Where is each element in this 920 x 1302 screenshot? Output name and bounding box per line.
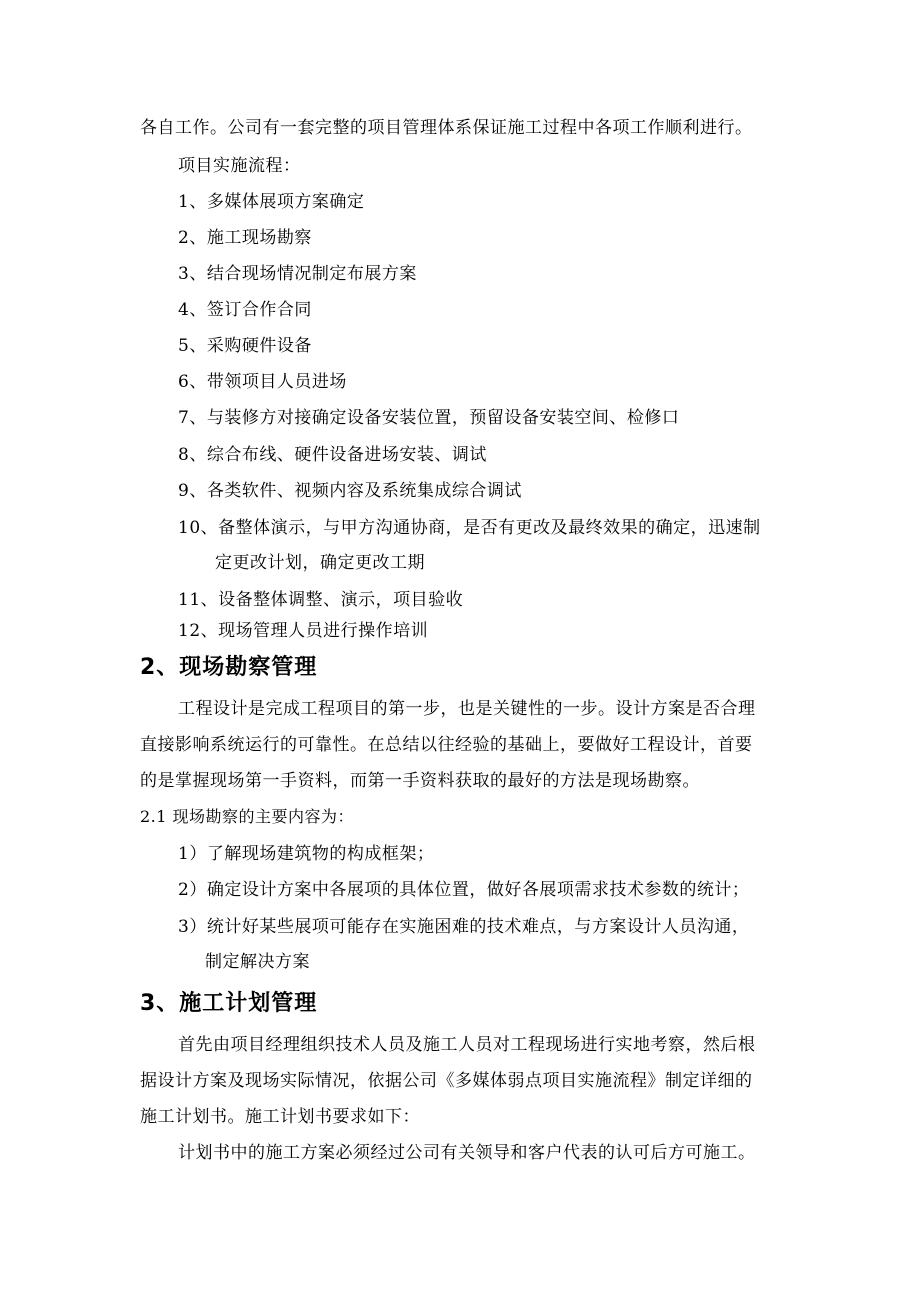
section-3-paragraph-line: 首先由项目经理组织技术人员及施工人员对工程现场进行实地考察，然后根: [178, 1035, 756, 1055]
survey-item: 3）统计好某些展项可能存在实施困难的技术难点，与方案设计人员沟通，: [178, 917, 750, 937]
section-2-paragraph-line: 直接影响系统运行的可靠性。在总结以往经验的基础上，要做好工程设计，首要: [140, 735, 753, 755]
section-2-1-subheading: 2.1 现场勘察的主要内容为：: [140, 807, 355, 826]
process-step: 4、签订合作合同: [178, 300, 312, 320]
process-step: 5、采购硬件设备: [178, 336, 312, 356]
process-step: 3、结合现场情况制定布展方案: [178, 264, 417, 284]
section-2-heading: 2、现场勘察管理: [140, 655, 318, 680]
process-step: 12、现场管理人员进行操作培训: [178, 621, 429, 641]
survey-item-continuation: 制定解决方案: [205, 952, 310, 972]
process-title: 项目实施流程：: [178, 156, 301, 176]
process-step: 8、综合布线、硬件设备进场安装、调试: [178, 445, 487, 465]
process-step: 9、各类软件、视频内容及系统集成综合调试: [178, 481, 522, 501]
section-3-heading: 3、施工计划管理: [140, 991, 318, 1016]
process-step: 11、设备整体调整、演示，项目验收: [178, 590, 464, 610]
process-step: 2、施工现场勘察: [178, 228, 312, 248]
section-2-paragraph-line: 工程设计是完成工程项目的第一步，也是关键性的一步。设计方案是否合理: [178, 699, 756, 719]
section-3-paragraph-line: 施工计划书。施工计划书要求如下：: [140, 1107, 420, 1127]
survey-item: 1）了解现场建筑物的构成框架；: [178, 844, 435, 864]
section-3-paragraph-line: 据设计方案及现场实际情况，依据公司《多媒体弱点项目实施流程》制定详细的: [140, 1071, 753, 1091]
process-step: 6、带领项目人员进场: [178, 372, 347, 392]
intro-carryover-line: 各自工作。公司有一套完整的项目管理体系保证施工过程中各项工作顺利进行。: [140, 118, 753, 138]
survey-item: 2）确定设计方案中各展项的具体位置，做好各展项需求技术参数的统计；: [178, 880, 750, 900]
process-step: 10、备整体演示，与甲方沟通协商，是否有更改及最终效果的确定，迅速制: [178, 518, 761, 538]
section-2-paragraph-line: 的是掌握现场第一手资料，而第一手资料获取的最好的方法是现场勘察。: [140, 771, 700, 791]
process-step: 7、与装修方对接确定设备安装位置，预留设备安装空间、检修口: [178, 408, 680, 428]
process-step-continuation: 定更改计划，确定更改工期: [215, 553, 425, 573]
section-3-paragraph-line: 计划书中的施工方案必须经过公司有关领导和客户代表的认可后方可施工。: [178, 1143, 756, 1163]
process-step: 1、多媒体展项方案确定: [178, 192, 365, 212]
